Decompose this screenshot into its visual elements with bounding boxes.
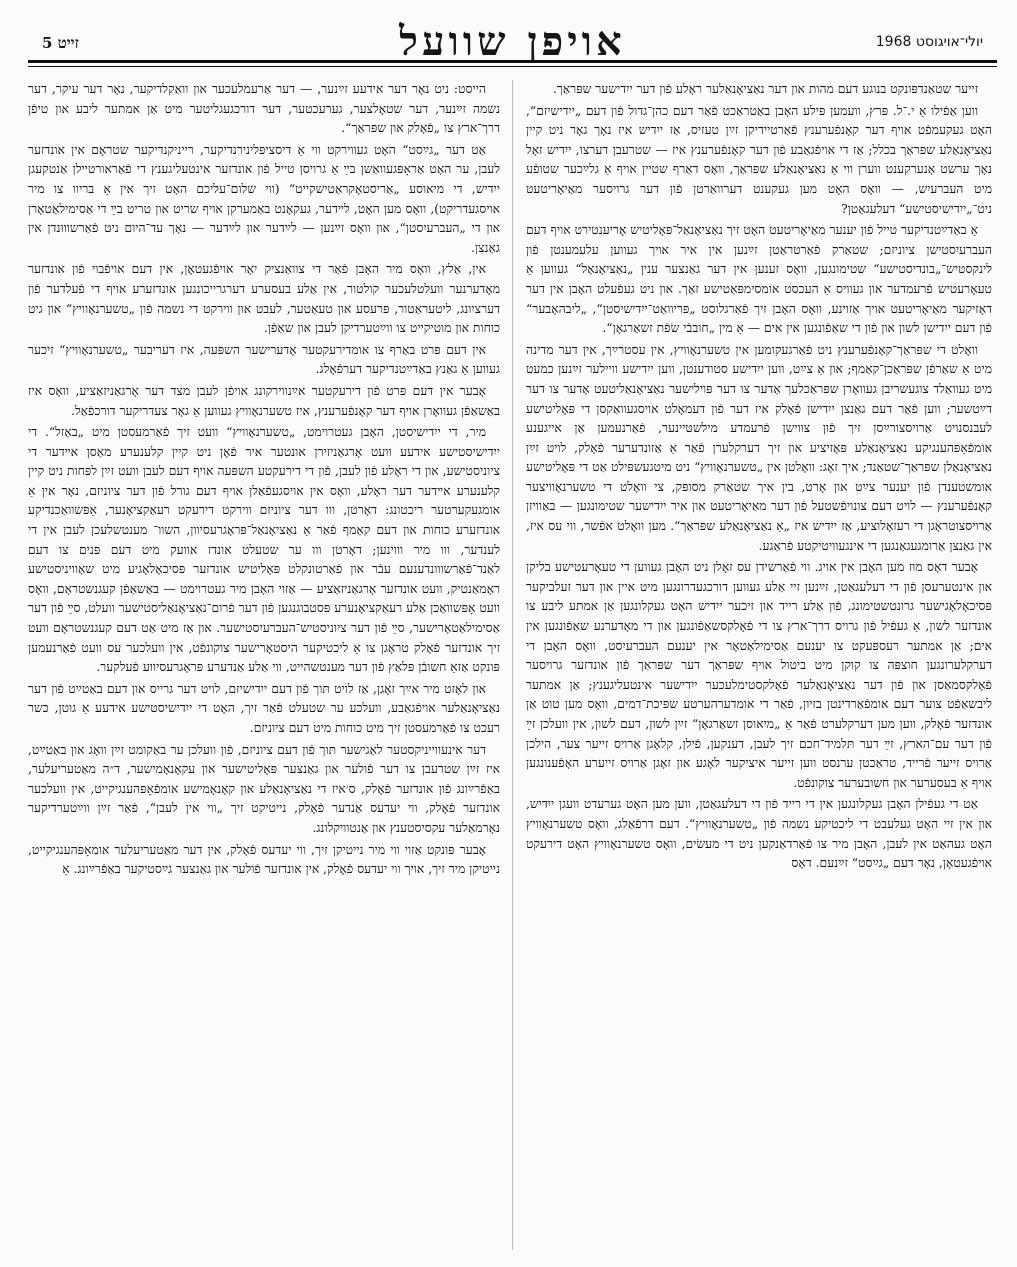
page-number: זייט 5 xyxy=(42,34,79,52)
masthead-rule-thick xyxy=(28,60,997,63)
paragraph: און לאָזט מיר אײַך זאָגן, אַז לויט תּוך פֿון דעם ייִדישיזם, לויט דער גרייס און דעם באַטײַט פֿון דער נאַציאָנאַלער אויפֿגאַבע, וועלכע ער שטעלט פֿאַר זיך, האָט די ייִדישיסטישע אידעע אַ גוטן, כשר רעכט צו פֿאַרמעסטן זיך מיט כוחות מיט דעם ציוניזם. xyxy=(28,681,500,735)
paragraph: וואָלט די שפּראַך־קאָנפֿערענץ ניט פֿאַרגעקומען אין טשערנאָוויץ, אין עסטרײַך, אין דער מדינה מיט אַ שאַרפֿן שפּראַכן־קאַמף; און אַ צײַט, ווען ייִדישע סטודענטן, ווען ייִדישע וויילער זײַנען כמעט מיט געוואַלד צוגעשריבן געוואָרן שפּראַכלעך אַדער צו דער פּוילישער נאַציאָנאַליטעט אָדער צו דער דײַטשער; ווען פֿאַר דעם גאַנצן ייִדישן פֿאָלק איז דער פֿון דעמאָלט אויסגעוואַקסן די פּאָליטישע לעבנסנויט אַרויסצורײַסן זיך פֿון צווישן פֿרעמדע מילשטיינער, פֿאַרנעמען אַן אייגענע אומפֿאַפּהענגיקע נאַציאָנאַלע פּאָזיציע און זיך דערקלערן פֿאַר אַ אַזונדערער פֿאָלק, לויט זײַן נאַציאָנאַלן שפּראַך־שטאַנד; איך זאָג: וואָלטן אין „טשערנאָוויץ“ ניט מיטגעשפּילט אַט די פּאָליטישע אומשטענדן פֿון יענער צײַט און אָרט, בין איך שטאַרק מסופּק, צי וואָלט די טשערנאָוויצער קאָנפֿערענץ — לויט דעם צונויפֿשטעל פֿון דער מאַיאָריטעט און איר ייִדישער שטימונגען — באַוויזן אַרויסצוטראָגן די רעזאָלוציע, אַז ייִדיש איז „אַ נאַציאָנאַלע שפּראַך“. מען וואָלט אפֿשר, ווי עס איז, אין גאַנצן אַרומגעגאַנגען די אינגעוויטיקטע פֿראַגע. xyxy=(526,342,992,553)
paragraph: ווען אַפֿילו אַ י.־ל. פּרץ, וועמען פּילע האָבן באַטראַכט פֿאַר דעם כהן־גדול פֿון דעם „ייִדישיזם“, האָט געקעמפֿט אויף דער קאָנפֿערענץ פֿאַרטיידיקן זײַן טעזיס, אַז ייִדיש איז נאָך גאָר ניט קיין נאַציאָנאַלע שפּראַך בכלל; אַז די אויפֿגאַבע פֿון דער קאָנפֿערענץ איז — שטרעבן דערצו, ייִדיש זאָל נאָך ערשט אָנערקענט ווערן ווי אַ נאַציאָנאַלע שפּראַך, וואָס דאַרף שטיין אויף אַ גלײַכער שטופֿע מיט העברעיִש, — וואָס האָט מען געקענט דערוואַרטן פֿון דער גרויסער מאַיאָריטעט ניט־„ייִדישיסטישע“ דעלעגאַטן? xyxy=(526,103,992,216)
paragraph: אַט די געפֿילן האָבן געקלונגען אין די רייד פֿון די דעלעגאַטן, ווען מען האָט גערעדט וועגן ייִדיש, און אין זיי האָט געלעבט די ליכטיקע נשמה פֿון „טשערנאָוויץ“. דעם דרפֿאַלג, וואָס טשערנאָוויץ האָט געהאַט אין לעבן, האָבן מיר צו פֿאַרדאַנקען ניט די מעשׂים, וואָס טשערנאָוויץ האָט דירעקט אויפֿגעטאָן, נאָר דעם „גײַסט“ זײַנעם. דאָס xyxy=(526,797,992,871)
paragraph: אַ באַדײַטנדיקער טייל פֿון יענער מאַיאָריטעט האָט זיך נאַציאָנאַל־פּאָליטיש אָריענטירט אויף דעם העברעיִסטישן ציוניזם; שטאַרק פֿאַרטראַטן זײַנען אין איר אויך געווען עלעמענטן פֿון לינקסטיש־„בונדיסטישע“ שטימונגען, וואָס זענען אין דער גאַנצער ענין „נאַציאָנאַל“ געווען אַ טעאָרעטיש פֿרעמדער און געוויס אַ העכסט אומסימפּאַטישע זאַך. און ניט געפֿעלט האָבן אין דער דאָזיקער מאַיאָריטעט אויך אַזוינע, וואָס האָבן זיך פֿאַרגלוסט „פּריוואַט־ייִדישיסטן“, „ליבהאָבער“ פֿון דעם ייִדישן לשון און פֿון די שאַפֿונגען אין אים — אַ מין „חובבֿי שׂפֿת זשאַרגאָן“. xyxy=(526,223,992,336)
paragraph: דער אינעווייניקסטער לאַגישער תּוך פֿון דעם ציוניזם, פֿון וועלכן ער באַקומט זײַן וואָג און באַטײַט, איז זײַן שטרעבן צו דער פֿולער און גאַנצער פּאָליטישער און עקאָנאָמישער, ד״ה מאַטעריעלער, באַפֿרײַונג פֿון אונדזער פֿאָלק, ס׳איז די נאַציאָנאַלע און קאָנאָמישע אומפֿאָפּהענגיקייט, אין וועלכער אונדזער פֿאָלק, ווי יעדעס אַנדער פֿאָלק, נייטיקט זיך „ווי אין לעבן“, פֿאַר זײַן ווײַטערדיקער נאָרמאַלער עקסיסטענץ און אַנטוויקלונג. xyxy=(28,742,500,835)
article-column-right xyxy=(526,80,992,1250)
paragraph: אָבער דאָס מוז מען האָבן אין אויג. ווי פֿאַרשידן עס זאָלן ניט האָבן געווען די טעאָרעטישע בליקן און אינטערעסן פֿון די דעלעגאַטן, זײַנען זיי אַלע געווען דורכגעדרונגען מיט איין און דער זעלביקער פּסיכאָלאָגישער גרונטשטימונג, פֿון אַלע רייד און זיכער ייִדיש האָט געקלונגען אַן אמתע ליבע צו אונדזער לשון, אַ געפֿיל פֿון גרויס דרך־ארץ צו די פֿאָלקסשאַפֿונגען און די מאָדערנע שאַפֿונגען אין אים; אַן אמתער רעספּעקט צו יענעם אַסימילאַטאָר אין יענעם העברעיִסט, וואָס האָבן די דערקלערונגען חוצפּה צו קוקן מיט ביטול אויף שפּראַך דער שפּראַך פֿון אונדזער גרויסער פֿאָלקסמאַסן און פֿון דער נאַציאָנאַלער פֿאָלקסטימלעכער ייִדישער אינטעליגענץ; אַן אמתער ליבשאַפֿט צוער דעם אומפֿאַרדינטן בזיון, פֿאַר די אומדערהערטע שפּיכת־דמים, וואָס מען טוט אַן אונדזער פֿאָלק, ווען מען דערקלערט פֿאַר אַ „מיאוסן זשאַרגאָן“ זײַן לשון, דעם לשון, אין וועלכן זײַ פֿון דער עם־הארץ, זײַ דער תּלמיד־חכם זיך לעבן, דענקען, פֿילן, קלאָגן אַרויס זייער צער, הילכן אַרויס זייער פֿרייד, טראַכטן ערנסט ווען זייער איציקער לאָגע און זאָגן אַרויס זייערע האָפֿענונגען אויף אַ בעסערער און חשובערער צוקונפֿט. xyxy=(526,560,992,790)
paragraph: אין דעם פּרט באַרף צו אומדירעקטער אָדערישער השפּעה, איז דעריבער „טשערנאָוויץ“ זיכער געווען אַ גאַנץ באַדײַטנדיקער דערפֿאָלג. xyxy=(28,342,500,377)
paragraph: אַט דער „גײַסט“ האָט געווירקט ווי אַ דיסציפּלינירנדיקער, רייניקנדיקער שטראָם אין אונדזער לעבן, ער האָט אַראָפּגעוואַשן בײַ אַ גרויסן טייל פֿון אונדזער אינטעליגענץ די פֿאַראורטיילן אַנטקעגן ייִדיש, די מיאוסע „אַריסטאָקראַטישקייט“ (ווי שלום־עליכם האָט זיך אין אַ בריוו צו מיר אויסגעדריקט), וואָס מען האָט, לײדער, געקאָנט באַמערקן אויף שריט און טריט בײַ די אַסימילאַטאָרן און די „העברעיִסטן“, און וואָס זײַנען — לײַדער און לײַדער — נאָך עד־היום ניט פֿאַרשוווּנדן אין גאַנצן. xyxy=(28,142,500,255)
newspaper-title: אויפן שוועל xyxy=(399,18,626,65)
paragraph: אין, אַלץ, וואָס מיר האָבן פֿאַר די צוואַנציק יאָר אויפֿגעטאָן, אין דעם אויפֿבוי פֿון אונדזער מאָדערנער וועלטלעכער קולטור, אין אַלע בעסערע דערגרייכונגען אונדזערע אויף די פֿעלדער פֿון דערציִונג, ליטעראַטור, פּרעסע און טעאַטער, לעבט און ווירקט די נשמה פֿון „טשערנאָוויץ“ און גיט כוחות און מוטיקייט צו ווײַטערדיקן לעבן און שאַפֿן. xyxy=(28,262,500,336)
paragraph: זייער שטאַנדפּונקט בנוגע דעם מהות און דער נאַציאָנאַלער ראָלע פֿון דער ייִדישער שפּראַך. xyxy=(552,82,978,96)
column-divider xyxy=(512,80,513,1250)
masthead-rule-thin xyxy=(28,66,997,67)
paragraph: אָבער פּונקט אַזוי ווי מיר נייטיקן זיך, ווי יעדעס פֿאָלק, אין דער מאַטעריעלער אומאָפּהענגיקייט, נייטיקן מיר זיך, אויך ווי יעדעס פֿאָלק, אין אונדזער פֿולער און גאַנצער גײַסטיקער באַפֿרײַונג. אַ xyxy=(28,842,500,877)
paragraph: מיר, די ייִדישיסטן, האָבן געטרוימט, „טשערנאָוויץ“ וועט זיך פֿאַרמעסטן מיט „באַזל“. די ייִדישיסטישע אידעע וועט אָרגאַניזירן אונטער איר פֿאָן ניט קיין קלענערע מאַסן אײדער די ציוניסטישע, און די ראָלע פֿון לעבן, פֿון די דירעקטע השפּעה אויף דעם לעבן וועט זײַן לפּחות ניט קיין קלענערע אײדער דער ראָלע, וואָס אין אויסגעפֿאַלן אויף דעם גורל פֿון דער ציוניזם, נאָר אין אַ אומגעקערטער ריכטונג: דאָרטן, ווו דער ציוניזם ווירקט דירעקט רעאַקציאָנער, אַפּשוואַכנדיקע אונדזערע כוחות און דעם קאַמף פֿאַר אַ נאַציאָנאַל־פּראָגרעסיוון, השוו־ מענטשלעכן לעבן אין די לענדער, ווו מיר וווינען; דאָרטן ווו ער שטעלט אונדז אוועק מיט דעם פּנים צו דעם לאַנד־פֿאַרשווונדענעם עבֿר און פֿאַרטונקלט פּאָליטיש אונדזער פּסיכאָלאָגיע מיט שאָוויניסטישע ראָמאַנטיק, וועט אונדזער אָרגאַניזאַציע — אַזוי האָבן מיר געטרוימט — באַשאַפֿן קעגנשטראָם, וואָס וועט אָפּשוואַכן אַלע רעאַקציאָנערע פּסטבוגנגען פֿון דער פֿרום־נאַציאָנאַליסטישער וועלט, סײַ פֿון דער אַסימילאַטאָרישער, סײַ פֿון דער ציוניסטיש־העברעיִסטישער. און אַז מיט אַט דעם קעגנשטראָם וועט זיך אונדזער פֿאָלק טראָגן צו אַ ליכטיקער היסטאָרישער צוקונפֿט, אין וועלכער עס וועט פֿאַרנעמען פּונקט אַזאַ חשובֿן פּלאַץ פֿון דער מענטשהייט, ווי אַלע אַנדערע פּראָגרעסיווע פֿעלקער. xyxy=(28,425,500,675)
article-column-left xyxy=(28,80,500,1250)
masthead xyxy=(28,18,997,65)
paragraph: הייסט: ניט נאָר דער אידעע זײַנער, — דער אַרעמלעכער און וואַקלדיקער, נאָר דער עיקר, דער נשמה זײַנער, דער שטאָלצער, גערעכטער, דער דורכגעגליטער מיט אַן אמתער ליבע און טיפֿן דרך־ארץ צו „פֿאָלק און שפּראַך“. xyxy=(28,82,500,136)
paragraph: אָבער אין דעם פּרט פֿון דירעקטער אײַנווירקונג אויפֿן לעבן מצד דער אָרגאַניזאַציע, וואָס איז באַשאַפֿן געוואָרן אויף דער קאָנפֿערענץ, איז טשערנאָוויץ געווען אַ גאָר צעדריקער דורכפֿאַל. xyxy=(28,383,500,418)
issue-date: יולי־אויגוסט 1968 xyxy=(875,34,983,50)
